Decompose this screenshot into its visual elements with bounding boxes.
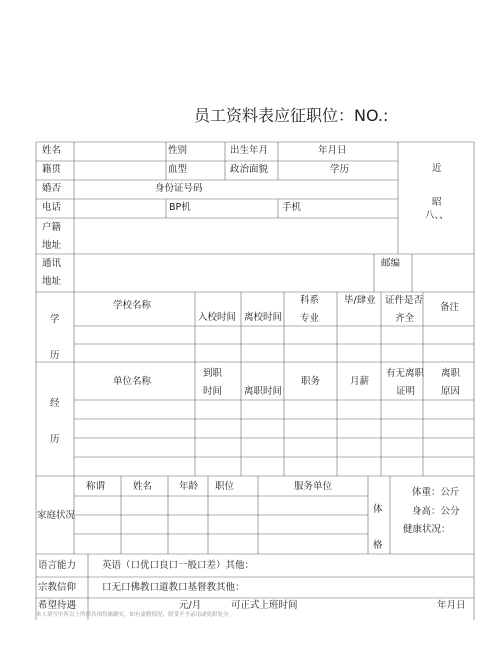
work-reason-1: 离职 (441, 368, 461, 379)
work-salary: 月薪 (350, 376, 370, 387)
work-arrive-1: 到职 (203, 368, 223, 379)
edu-major-2: 专业 (300, 313, 320, 324)
photo-label-3: 八、、 (425, 210, 449, 221)
family-job: 职位 (215, 481, 235, 492)
work-position: 职务 (301, 376, 321, 387)
label-hukou-2: 地址 (42, 240, 62, 251)
edu-leave-time: 离校时间 (244, 312, 283, 323)
label-expected-salary: 希望待遇 (38, 600, 77, 611)
language-value: 英语（口优口良口一般口差）其他： (102, 560, 255, 571)
label-language: 语言能力 (38, 560, 77, 571)
family-name: 姓名 (133, 481, 153, 492)
label-mobile: 手机 (282, 202, 302, 213)
photo-label-1: 近 (432, 163, 442, 174)
label-address-2: 地址 (42, 276, 62, 287)
label-marital: 婚否 (42, 183, 62, 194)
family-relation: 称谓 (86, 481, 106, 492)
label-political: 政治面貌 (230, 164, 269, 175)
work-company: 单位名称 (113, 376, 152, 387)
edu-major-1: 科系 (300, 295, 320, 306)
label-pager: BP机 (169, 202, 191, 213)
label-start-date: 可正式上班时间 (231, 600, 298, 611)
religion-value: 口无口佛教口道教口基督教其他： (102, 582, 245, 593)
edu-side-2: 历 (50, 350, 60, 361)
edu-enter-time: 入校时间 (198, 312, 237, 323)
work-reason-2: 原因 (441, 386, 461, 397)
label-gender: 性别 (168, 145, 188, 156)
edu-cert-2: 齐全 (395, 313, 415, 324)
label-religion: 宗教信仰 (38, 582, 77, 593)
label-birth: 出生年月 (230, 145, 269, 156)
label-id-number: 身份证号码 (155, 183, 203, 194)
body-height: 身高：公分 (412, 506, 460, 517)
label-education: 学历 (330, 164, 350, 175)
family-employer: 服务单位 (294, 481, 333, 492)
work-leave-time: 离职时间 (244, 386, 283, 397)
work-arrive-2: 时间 (203, 386, 223, 397)
body-side-2: 格 (373, 540, 383, 551)
label-name: 姓名 (42, 145, 62, 156)
salary-per-month: 元/月 (179, 600, 202, 611)
form-title: 员工资料表应征职位：NO.: (194, 106, 389, 125)
body-health: 健康状况： (403, 524, 451, 535)
body-weight: 体重：公斤 (412, 487, 460, 498)
work-side-1: 经 (50, 398, 60, 409)
footer-declaration: 本人填写中所以上所填各项均属确实，如有虚假情况，愿受不予录用或免职处分。 (36, 612, 235, 618)
label-blood-type: 血型 (168, 164, 188, 175)
label-phone: 电话 (42, 202, 62, 213)
label-address-1: 通讯 (42, 258, 62, 269)
photo-label-2: 昭 (432, 197, 442, 208)
label-native-place: 籍贯 (42, 164, 62, 175)
body-side-1: 体 (373, 504, 383, 515)
work-proof-2: 证明 (396, 386, 416, 397)
label-birth-ymd: 年月日 (318, 145, 347, 156)
edu-cert-1: 证件是否 (385, 295, 424, 306)
family-age: 年龄 (179, 481, 199, 492)
edu-graduation: 毕/肆业 (344, 295, 376, 306)
label-postcode: 邮编 (381, 258, 401, 269)
family-label: 家庭状况 (37, 510, 76, 521)
work-side-2: 历 (50, 434, 60, 445)
work-proof-1: 有无离职 (386, 368, 425, 379)
edu-note: 备注 (440, 302, 460, 313)
edu-school: 学校名称 (113, 300, 152, 311)
edu-side-1: 学 (50, 314, 60, 325)
label-hukou-1: 户籍 (42, 222, 62, 233)
start-date-ymd: 年月日 (437, 600, 466, 611)
